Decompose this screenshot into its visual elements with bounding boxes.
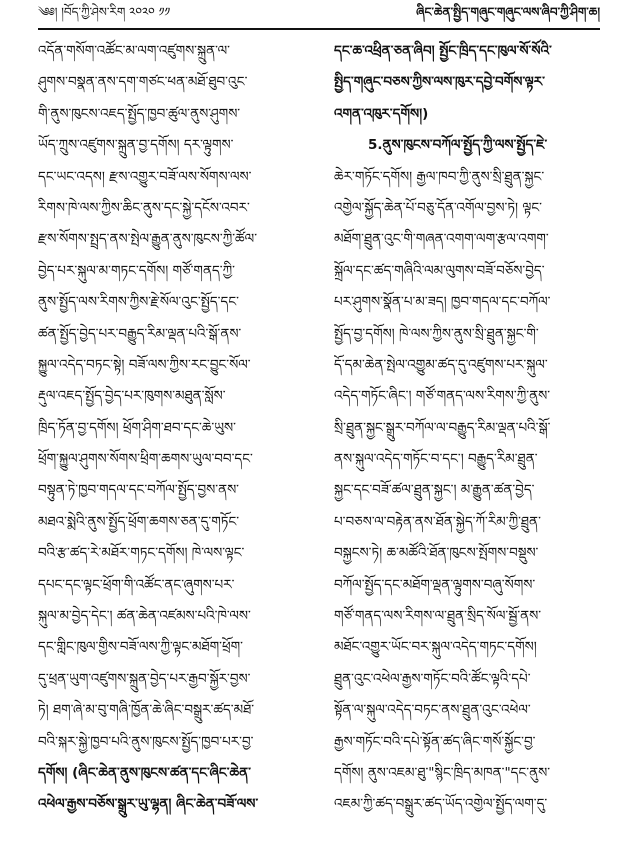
text-line: དགོས། ནུས་འཇམ་ཐུ་"སྙིང་ཁྲིད་མཁན་"དང་ནུས་	[334, 764, 551, 781]
right-text-column	[334, 36, 604, 821]
text-line: གི་ནུས་ཁུངས་འཇད་སྤྱོད་ཁྱབ་ཚུལ་ནུས་ཤུགས་	[38, 105, 241, 122]
text-line: 5.ནུས་ཁུངས་བཀོལ་སྤྱོད་ཀྱི་ལས་སྤྱོད་ཇེ་	[368, 137, 548, 154]
text-line: མཐོག་ཐྲུན་འུང་གི་གཞན་འགག་ལག་རྩལ་འགག་	[334, 231, 549, 248]
text-line: པ་བཅས་ལ་བརྟེན་ནས་ཐོན་སྐྱེད་ཀོ་རིམ་ཀྱི་ཐྲུན་	[334, 513, 541, 530]
text-line: ཕྲོག་སྐྱུལ་ཤུགས་སོགས་ཕྲིག་ཆགས་ཡུལ་བབ་དང་	[38, 451, 253, 468]
text-line: ཏེ། ཐག་ཞེ་མ་བུ་གཞི་ཁྱོན་ཆེ་ཞིང་བསྒྲུར་ཚད་མཐོ་	[38, 702, 255, 719]
left-text-column	[38, 36, 308, 821]
text-line: རིགས་ཁེ་ལས་ཀྱིས་ཆིང་ནུས་དང་སྐྱེ་དངོས་འབར་	[38, 199, 250, 216]
text-line: འདོན་གསོག་འཚོང་མ་ལག་འཛུགས་སྐྲུན་ལ་	[38, 43, 230, 59]
text-line: རྫས་སོགས་སྤྲད་ནས་སྤེལ་རྒྱུན་ནུས་ཁུངས་ཀྱི་ཚོལ་	[38, 231, 258, 248]
text-line: བའི་སྐར་སྐྱེ་ཁྱབ་པའི་ནུས་ཁུངས་སྤྱོད་ཁྱབ་པར་བྱ་	[38, 733, 254, 750]
text-line: འཇམ་ཀྱི་ཚད་བསྒྲུར་ཚད་ཡོད་འགྱེལ་སྤྱོད་ལག་དུ་	[334, 796, 548, 813]
text-line: དོ་དམ་ཆེན་སྤེལ་འགྱུམ་ཚད་དུ་འཛུགས་པར་སྐུལ་	[334, 356, 548, 373]
text-line: དང་ཡང་འདས། རྫས་འགྱུར་བཟོ་ལས་སོགས་ལས་	[38, 168, 252, 185]
text-line: དང་གླིང་ཁུལ་གྱིས་བཟོ་ལས་ཀྱི་ལྟང་མཐོག་ཕྲོག་	[38, 639, 243, 656]
text-line: དང་ཆ་འཕྲིན་ཅན་ཞིབ། སྤྱོང་ཁྲིད་དང་ཁུལ་སོ་སོའི་	[334, 43, 552, 59]
text-line: སྐྱང་དང་བཟོ་ཚལ་ཐྲུན་སྐྱང་། མ་རྒྱུན་ཚན་བྱེད་	[334, 482, 535, 499]
text-line: ཁྲིད་ཏོན་བྱ་དགོས། ཕྲོག་ཤིག་ཐབ་དང་ཆེ་ཡུས་	[38, 419, 237, 436]
text-line: སྟོན་ལ་སྐུལ་འདེད་བཏང་ནས་ཐྲུན་འུང་འཕེལ་	[334, 702, 531, 719]
text-line: བསྐྱངས་ཏེ། ཆ་མཚོའི་ཐོན་ཁུངས་སྤོགས་བསྡུས་	[334, 545, 539, 562]
text-line: དགོས། (ཞིང་ཆེན་ནུས་ཁུངས་ཚན་དང་ཞིང་ཆེན་	[38, 764, 251, 781]
text-line: ཐྲུན་འུང་འཕེལ་རྒྱས་གཏོང་བའི་ཚོང་ལྟའི་དཔེ་	[334, 670, 531, 687]
text-line: ཤུགས་བསྣན་ནས་དག་གཙང་ཕན་མཐོ་ཐུབ་འུང་	[38, 74, 248, 91]
text-line: འགྱེལ་སྐྱོད་ཆེན་པོ་བཅུ་དོན་འགོལ་བྱས་ཏེ། ལྟང་	[334, 199, 542, 216]
text-line: ནུས་སྤྱོད་ལས་རིགས་ཀྱིས་རྗེ་སོལ་འུང་སྤྱོད་དང་	[38, 294, 239, 311]
text-line: མཐོང་འགྱུར་ཡོང་བར་སྐུལ་འདེད་གཏང་དགོས།	[334, 639, 537, 656]
header-right-title: ཞིང་ཆེན་སྤྱིད་གཞུང་གཞུང་ལས་ཞིབ་ཀྱི་ཤིག་ཆ།	[416, 5, 600, 19]
text-line: ཆེར་གཏོང་དགོས། རྒྱལ་ཁབ་ཀྱི་ནུས་སྲི་ཐྲུན་སྐྱང་	[334, 168, 545, 185]
page-header	[38, 4, 600, 30]
text-line: སྐྲོལ་དང་ཚད་གཞིའི་ལམ་ལུགས་བཟོ་བཅོས་བྱེད་	[334, 262, 545, 279]
text-line: ཡོད་ཀྲུས་འཛུགས་སྐྲུན་བྱ་དགོས། དར་ལྟུགས་	[38, 137, 234, 154]
text-line: འདེད་གཏོང་ཞིང་། གཙོ་གནད་ལས་རིགས་ཀྱི་ནུས་	[334, 388, 551, 405]
text-line: བྱེད་པར་སྐུལ་མ་གཏང་དགོས། གཙོ་གནད་ཀྱི་	[38, 262, 235, 279]
text-line: འཕེལ་རྒྱས་བཅོས་སྒྲུར་ཡུ་ལྷན། ཞིང་ཆེན་བཟོ་ལས་	[38, 796, 259, 813]
text-line: རྡུལ་འཇད་སྤྱོད་བྱེད་པར་ཁུགས་མཐུན་སློས་	[38, 388, 226, 405]
text-line: མཐའ་སྨེའི་ནུས་སྤྱོད་ཕྲོག་ཆགས་ཅན་དུ་གཏོང་	[38, 513, 240, 530]
text-line: པར་ཤུགས་སྣོན་པ་མ་ཟད། ཁྱབ་གདལ་དང་བཀོལ་	[334, 294, 551, 311]
header-left-text: ༄༅། །བོད་ཀྱི་ཤེས་རིག ༢༠༢༠ ༡༡	[38, 5, 171, 19]
text-line: བསྟུན་ཏེ་ཁྱབ་གདལ་དང་བཀོལ་སྤྱོད་བྱས་ནས་	[38, 482, 240, 499]
text-line: བཀོལ་སྤྱོད་དང་མཐོག་ལྡན་ལྟུགས་བཞུ་སོགས་	[334, 576, 536, 593]
text-line: སྤྱོད་བྱ་དགོས། ཁེ་ལས་ཀྱིས་ནུས་སྲི་ཐྲུན་སྐྱང་གི་	[334, 325, 539, 342]
text-line: སྐྱུལ་འདེད་བཏང་སྟེ། བཟོ་ལས་ཀྱིས་རང་བྱུང་སོལ་	[38, 356, 251, 373]
text-line: རྒྱས་གཏོང་བའི་དཔེ་སྟོན་ཚད་ཞིང་གསོ་སྐྱོང་བྱ་	[334, 733, 536, 750]
text-line: སྲི་ཐྲུན་སྐྱང་སྒྲུར་བཀོལ་ལ་བརྒྱུད་རིམ་ལྡན་པའི་སྒོ་	[334, 419, 551, 436]
text-line: དཔང་དང་ལྟང་ཕྲོག་གི་འཚོང་ནང་ཞུགས་པར་	[38, 576, 235, 593]
text-line: དུ་ཕྲན་ཡུག་འཛུགས་སྐྲུན་བྱེད་པར་རྒྱབ་སྐྱོར་བྱས་	[38, 670, 251, 687]
text-line: བའི་རྩ་ཚད་རེ་མཐོར་གཏང་དགོས། ཁེ་ལས་ལྟང་	[38, 545, 245, 562]
text-line: ཚན་སྤྱོད་བྱེད་པར་བརྒྱུད་རིམ་ལྡན་པའི་སྒོ་ནས་	[38, 325, 242, 342]
text-line: ནས་སྐུལ་འདེད་གཏོང་བ་དང་། བརྒྱུད་རིམ་ཐྲུན་	[334, 451, 538, 468]
text-line: གཙོ་གནད་ལས་རིགས་ལ་ཐྲུན་སྲིད་སོལ་སྦྱོ་ནས་	[334, 608, 542, 625]
text-line: འགན་འཁུར་དགོས།)	[334, 105, 429, 122]
text-line: སྐུལ་མ་བྱེད་དེང་། ཚན་ཆེན་འཛམས་པའི་ཁེ་ལས་	[38, 608, 251, 625]
text-line: སྤྱིད་གཞུང་བཅས་ཀྱིས་ལས་ཁུར་དབྱེ་བགོས་ལྟར་	[334, 74, 545, 91]
